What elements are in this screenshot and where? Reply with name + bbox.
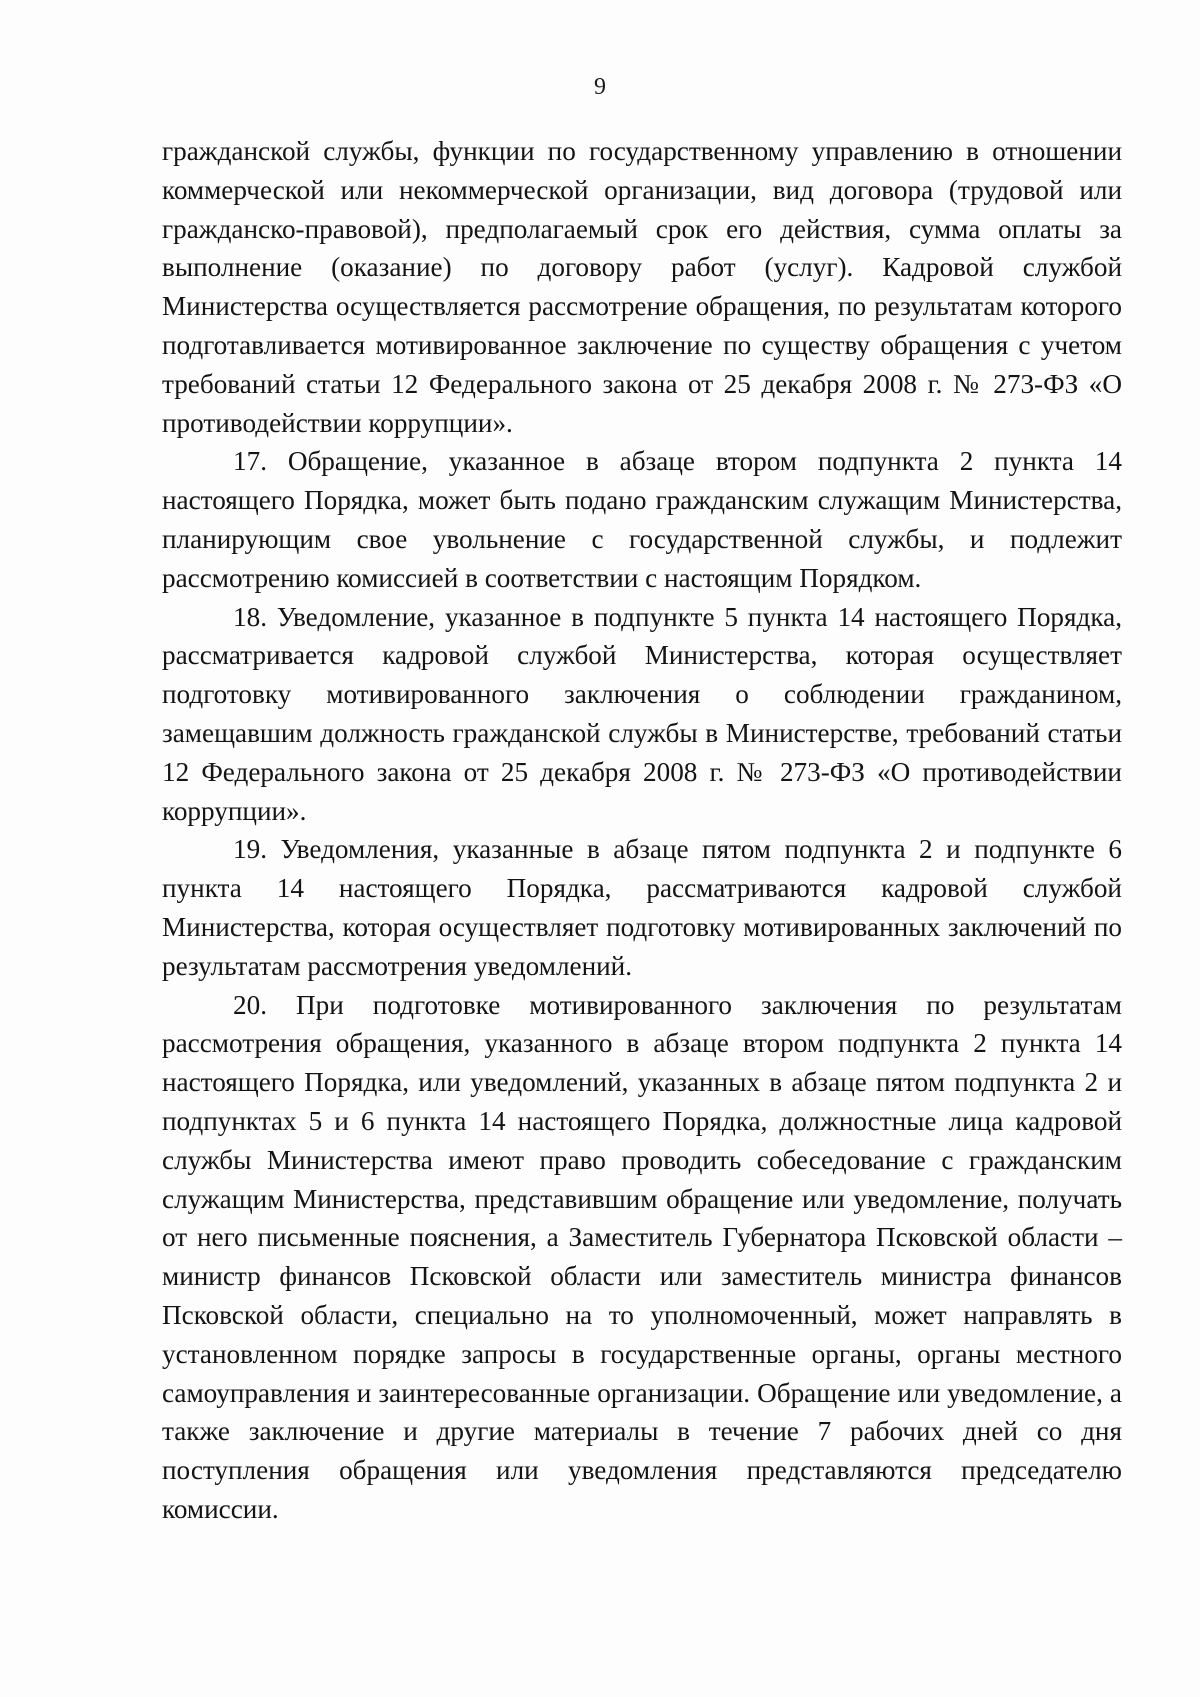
page-number: 9	[594, 74, 606, 100]
paragraph-17: 17. Обращение, указанное в абзаце втором подпункта 2 пункта 14 настоящего Порядка, может быть подано гражданским служащим Министерства, планирующим свое увольнение с государственной службы, и подлежит рассмотрению комиссией в соответствии с настоящим Порядком.	[162, 446, 1122, 593]
paragraph-continued: гражданской службы, функции по государственному управлению в отношении коммерческой или некоммерческой организации, вид договора (трудовой или гражданско-правовой), предполагаемый срок его действия, сумма оплаты за выполнение (оказание) по договору работ (услуг). Кадровой службой Министерства осуществляется рассмотрение обращения, по результатам которого подготавливается мотивированное заключение по существу обращения с учетом требований статьи 12 Федерального закона от 25 декабря 2008 г. № 273-ФЗ «О противодействии коррупции».	[162, 136, 1122, 438]
document-body	[162, 132, 1122, 1529]
paragraph-18: 18. Уведомление, указанное в подпункте 5 пункта 14 настоящего Порядка, рассматривается кадровой службой Министерства, которая осуществляет подготовку мотивированного заключения о соблюдении гражданином, замещавшим должность гражданской службы в Министерстве, требований статьи 12 Федерального закона от 25 декабря 2008 г. № 273-ФЗ «О противодействии коррупции».	[162, 601, 1122, 826]
paragraph-19: 19. Уведомления, указанные в абзаце пятом подпункта 2 и подпункте 6 пункта 14 настоящего Порядка, рассматриваются кадровой службой Министерства, которая осуществляет подготовку мотивированных заключений по результатам рассмотрения уведомлений.	[162, 834, 1122, 981]
paragraph-20: 20. При подготовке мотивированного заключения по результатам рассмотрения обращения, указанного в абзаце втором подпункта 2 пункта 14 настоящего Порядка, или уведомлений, указанных в абзаце пятом подпункта 2 и подпунктах 5 и 6 пункта 14 настоящего Порядка, должностные лица кадровой службы Министерства имеют право проводить собеседование с гражданским служащим Министерства, представившим обращение или уведомление, получать от него письменные пояснения, а Заместитель Губернатора Псковской области – министр финансов Псковской области или заместитель министра финансов Псковской области, специально на то уполномоченный, может направлять в установленном порядке запросы в государственные органы, органы местного самоуправления и заинтересованные организации. Обращение или уведомление, а также заключение и другие материалы в течение 7 рабочих дней со дня поступления обращения или уведомления представляются председателю комиссии.	[162, 989, 1122, 1524]
